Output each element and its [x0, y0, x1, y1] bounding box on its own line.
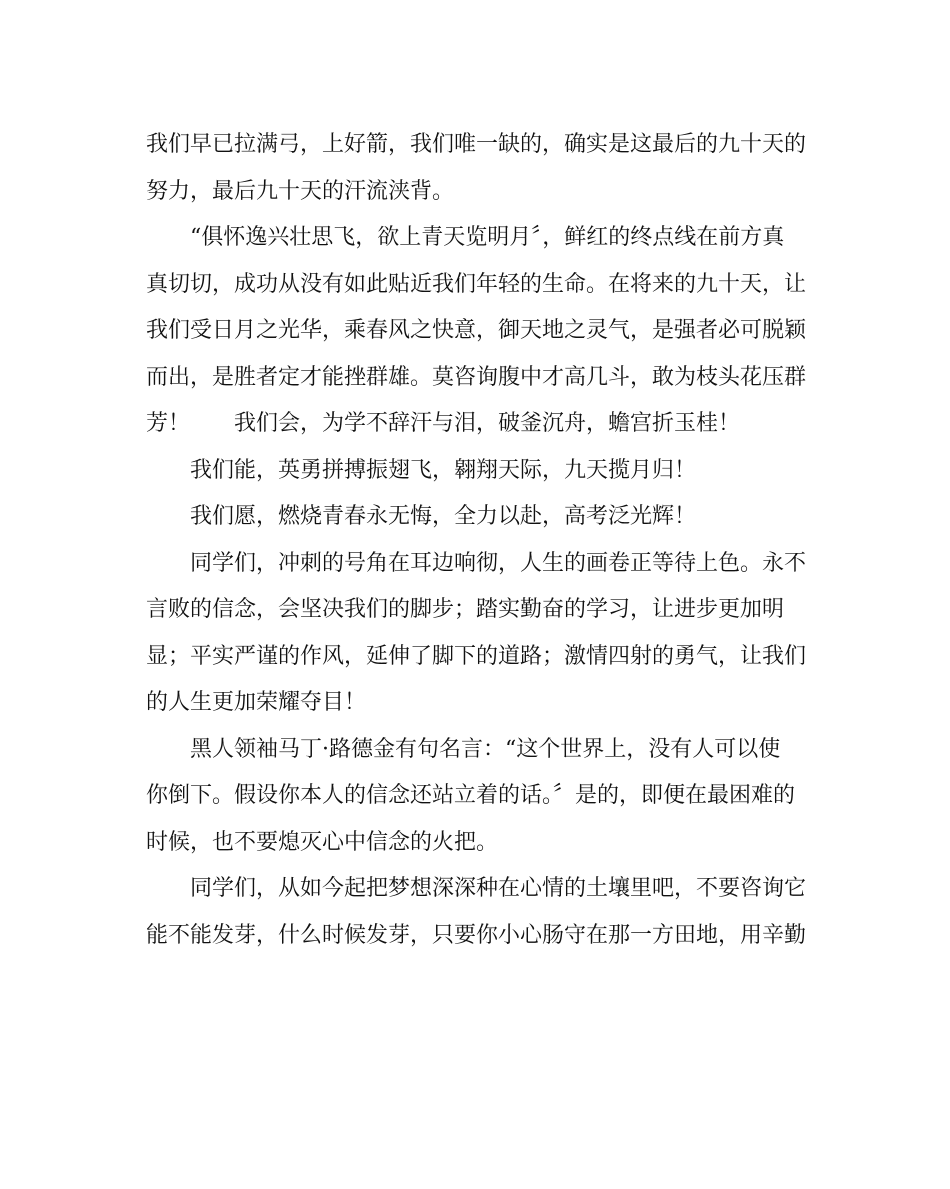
text-line-8: 我们能，英勇拼搏振翅飞，翱翔天际，九天揽月归！ [190, 457, 697, 483]
text-line-3: “俱怀逸兴壮思飞，欲上青天览明月〞，鲜红的终点线在前方真 [190, 225, 785, 250]
text-line-15: 你倒下。假设你本人的信念还站立着的话。〞是的，即便在最困难的 [146, 783, 796, 808]
text-line-6: 而出，是胜者定才能挫群雄。莫咨询腹中才高几斗，敢为枝头花压群 [146, 364, 807, 390]
text-line-13: 的人生更加荣耀夺目！ [146, 690, 367, 715]
text-line-5: 我们受日月之光华，乘春风之快意，御天地之灵气，是强者必可脱颖 [146, 318, 807, 343]
text-line-11: 言败的信念，会坚决我们的脚步；踏实勤奋的学习，让进步更加明 [146, 597, 785, 622]
text-line-4: 真切切，成功从没有如此贴近我们年轻的生命。在将来的九十天，让 [146, 271, 807, 297]
text-line-16: 时候，也不要熄灭心中信念的火把。 [146, 829, 499, 855]
text-line-12: 显；平实严谨的作风，延伸了脚下的道路；激情四射的勇气，让我们 [146, 643, 807, 669]
text-line-10: 同学们，冲刺的号角在耳边响彻，人生的画卷正等待上色。永不 [190, 550, 807, 576]
text-line-14: 黑人领袖马丁·路德金有句名言：“这个世界上，没有人可以使 [190, 736, 781, 762]
text-line-1: 我们早已拉满弓，上好箭，我们唯一缺的，确实是这最后的九十天的 [146, 132, 807, 157]
text-line-2: 努力，最后九十天的汗流浃背。 [146, 178, 455, 204]
body-text [146, 122, 806, 959]
text-line-17: 同学们，从如今起把梦想深深种在心情的土壤里吧，不要咨询它 [190, 876, 807, 901]
text-line-18: 能不能发芽，什么时候发芽，只要你小心肠守在那一方田地，用辛勤 [146, 922, 807, 948]
text-line-9: 我们愿，燃烧青春永无悔，全力以赴，高考泛光辉！ [190, 504, 697, 529]
text-line-7: 芳！ 我们会，为学不辞汗与泪，破釜沉舟，蟾宫折玉桂！ [146, 411, 741, 436]
